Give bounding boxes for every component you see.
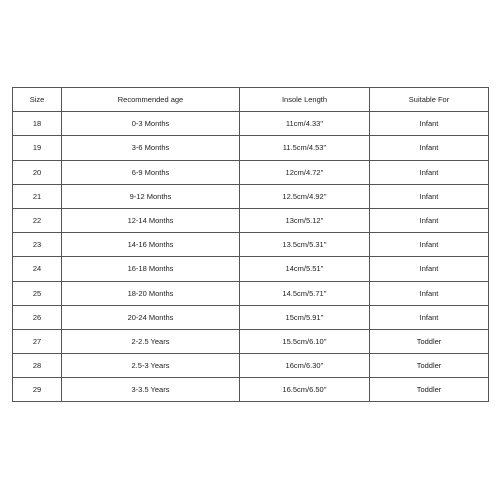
insole-length-cell: 16cm/6.30'' <box>240 354 370 378</box>
recommended-age-cell: 3-3.5 Years <box>62 378 240 402</box>
insole-length-cell: 13cm/5.12'' <box>240 208 370 232</box>
size-cell: 19 <box>13 136 62 160</box>
table-row <box>13 112 489 136</box>
header-size: Size <box>13 88 62 112</box>
size-cell: 23 <box>13 233 62 257</box>
table-body <box>13 112 489 402</box>
suitable-for-cell: Toddler <box>370 329 489 353</box>
recommended-age-cell: 12-14 Months <box>62 208 240 232</box>
size-cell: 18 <box>13 112 62 136</box>
insole-length-cell: 14.5cm/5.71'' <box>240 281 370 305</box>
table-row <box>13 136 489 160</box>
size-cell: 20 <box>13 160 62 184</box>
insole-length-cell: 13.5cm/5.31'' <box>240 233 370 257</box>
size-cell: 29 <box>13 378 62 402</box>
insole-length-cell: 11cm/4.33'' <box>240 112 370 136</box>
insole-length-cell: 14cm/5.51'' <box>240 257 370 281</box>
size-cell: 24 <box>13 257 62 281</box>
table-row <box>13 257 489 281</box>
insole-length-cell: 15cm/5.91'' <box>240 305 370 329</box>
header-insole-length: Insole Length <box>240 88 370 112</box>
insole-length-cell: 11.5cm/4.53'' <box>240 136 370 160</box>
insole-length-cell: 12cm/4.72'' <box>240 160 370 184</box>
size-cell: 25 <box>13 281 62 305</box>
suitable-for-cell: Infant <box>370 257 489 281</box>
suitable-for-cell: Infant <box>370 136 489 160</box>
table-row <box>13 160 489 184</box>
suitable-for-cell: Infant <box>370 305 489 329</box>
size-chart-table <box>12 87 489 402</box>
size-cell: 21 <box>13 184 62 208</box>
recommended-age-cell: 20-24 Months <box>62 305 240 329</box>
recommended-age-cell: 3-6 Months <box>62 136 240 160</box>
insole-length-cell: 12.5cm/4.92'' <box>240 184 370 208</box>
table-row <box>13 329 489 353</box>
suitable-for-cell: Infant <box>370 184 489 208</box>
table-row <box>13 208 489 232</box>
recommended-age-cell: 2-2.5 Years <box>62 329 240 353</box>
table-header <box>13 88 489 112</box>
recommended-age-cell: 18-20 Months <box>62 281 240 305</box>
suitable-for-cell: Infant <box>370 233 489 257</box>
size-cell: 27 <box>13 329 62 353</box>
size-cell: 26 <box>13 305 62 329</box>
suitable-for-cell: Toddler <box>370 354 489 378</box>
table-row <box>13 184 489 208</box>
suitable-for-cell: Infant <box>370 208 489 232</box>
header-suitable-for: Suitable For <box>370 88 489 112</box>
size-cell: 28 <box>13 354 62 378</box>
recommended-age-cell: 14-16 Months <box>62 233 240 257</box>
insole-length-cell: 16.5cm/6.50'' <box>240 378 370 402</box>
table-row <box>13 378 489 402</box>
recommended-age-cell: 16-18 Months <box>62 257 240 281</box>
size-cell: 22 <box>13 208 62 232</box>
recommended-age-cell: 2.5-3 Years <box>62 354 240 378</box>
recommended-age-cell: 9-12 Months <box>62 184 240 208</box>
table-row <box>13 305 489 329</box>
suitable-for-cell: Infant <box>370 112 489 136</box>
suitable-for-cell: Infant <box>370 281 489 305</box>
suitable-for-cell: Toddler <box>370 378 489 402</box>
table-row <box>13 354 489 378</box>
recommended-age-cell: 0-3 Months <box>62 112 240 136</box>
header-recommended-age: Recommended age <box>62 88 240 112</box>
insole-length-cell: 15.5cm/6.10'' <box>240 329 370 353</box>
table-row <box>13 233 489 257</box>
table-row <box>13 281 489 305</box>
recommended-age-cell: 6-9 Months <box>62 160 240 184</box>
table-header-row <box>13 88 489 112</box>
suitable-for-cell: Infant <box>370 160 489 184</box>
